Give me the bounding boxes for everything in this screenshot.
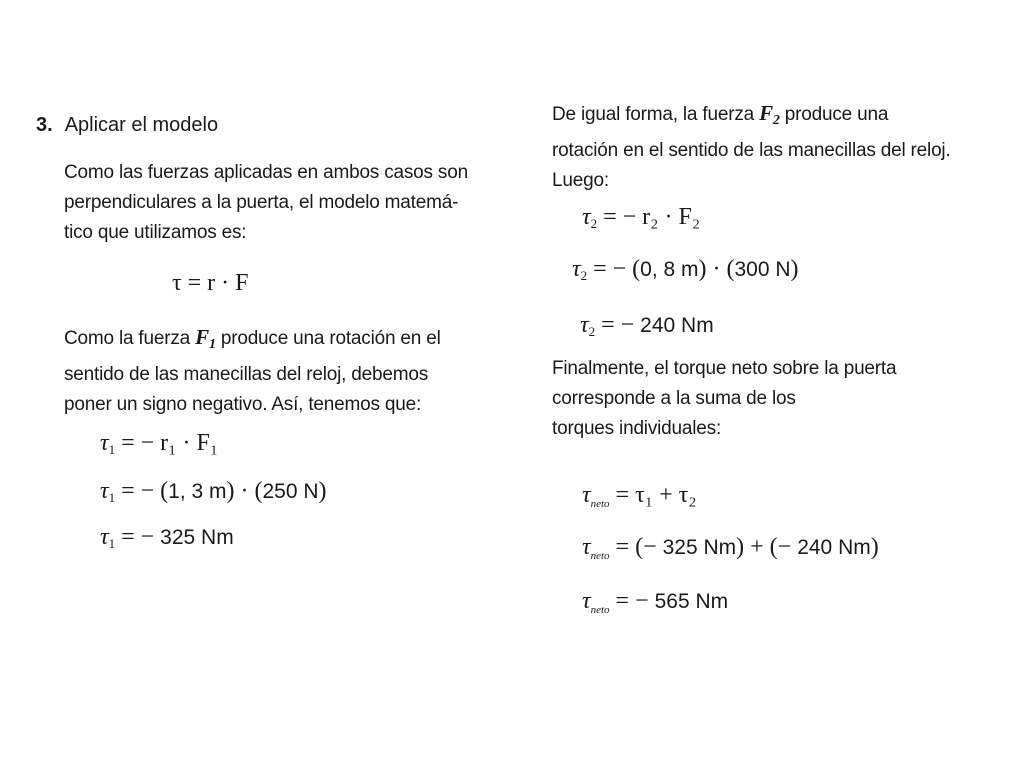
paragraph-line: Finalmente, el torque neto sobre la puerta bbox=[552, 358, 897, 379]
paragraph-line: tico que utilizamos es: bbox=[64, 222, 247, 243]
equation-tau1-substitution: $\tau_1$ = − (1, 3 m) · (250 N) bbox=[100, 478, 327, 505]
equation-net-substitution: $\tau_{neto}$ = (− 325 Nm) + (− 240 Nm) bbox=[582, 534, 879, 562]
paragraph-line: Como la fuerza F1 produce una rotación en el bbox=[64, 325, 441, 352]
equation-tau2-result: $\tau_2$ = − 240 Nm bbox=[580, 312, 714, 339]
equation-tau1-result: $\tau_1$ = − 325 Nm bbox=[100, 524, 234, 551]
equation-tau1-definition: $\tau_1$ = − r₁ · F₁ bbox=[100, 430, 219, 457]
paragraph-line: corresponde a la suma de los bbox=[552, 388, 796, 409]
formula-torque: τ = r · F bbox=[172, 270, 249, 296]
paragraph-line: rotación en el sentido de las manecillas del reloj. bbox=[552, 140, 951, 161]
paragraph-line: perpendiculares a la puerta, el modelo matemá- bbox=[64, 192, 459, 213]
paragraph-line: Como las fuerzas aplicadas en ambos casos son bbox=[64, 162, 468, 183]
paragraph-f1 bbox=[64, 322, 441, 420]
paragraph-line: Luego: bbox=[552, 170, 609, 191]
section-number: 3. bbox=[36, 114, 53, 136]
equation-tau2-substitution: $\tau_2$ = − (0, 8 m) · (300 N) bbox=[572, 256, 799, 283]
equation-net-result: $\tau_{neto}$ = − 565 Nm bbox=[582, 588, 729, 616]
force-f1-label: F1 bbox=[195, 325, 216, 352]
equation-tau2-definition: $\tau_2$ = − r₂ · F₂ bbox=[582, 204, 701, 231]
paragraph-line: De igual forma, la fuerza F2 produce una bbox=[552, 101, 889, 128]
section-heading bbox=[36, 114, 218, 137]
section-title: Aplicar el modelo bbox=[64, 114, 219, 136]
paragraph-model bbox=[64, 158, 468, 248]
paragraph-net-torque bbox=[552, 354, 896, 444]
paragraph-f2 bbox=[552, 98, 951, 196]
paragraph-line: torques individuales: bbox=[552, 418, 722, 439]
paragraph-line: poner un signo negativo. Así, tenemos que: bbox=[64, 394, 422, 415]
paragraph-line: sentido de las manecillas del reloj, debemos bbox=[64, 364, 429, 385]
force-f2-label: F2 bbox=[759, 101, 780, 128]
equation-net-definition: $\tau_{neto} = \tau_1 + \tau_2$ bbox=[582, 482, 697, 510]
